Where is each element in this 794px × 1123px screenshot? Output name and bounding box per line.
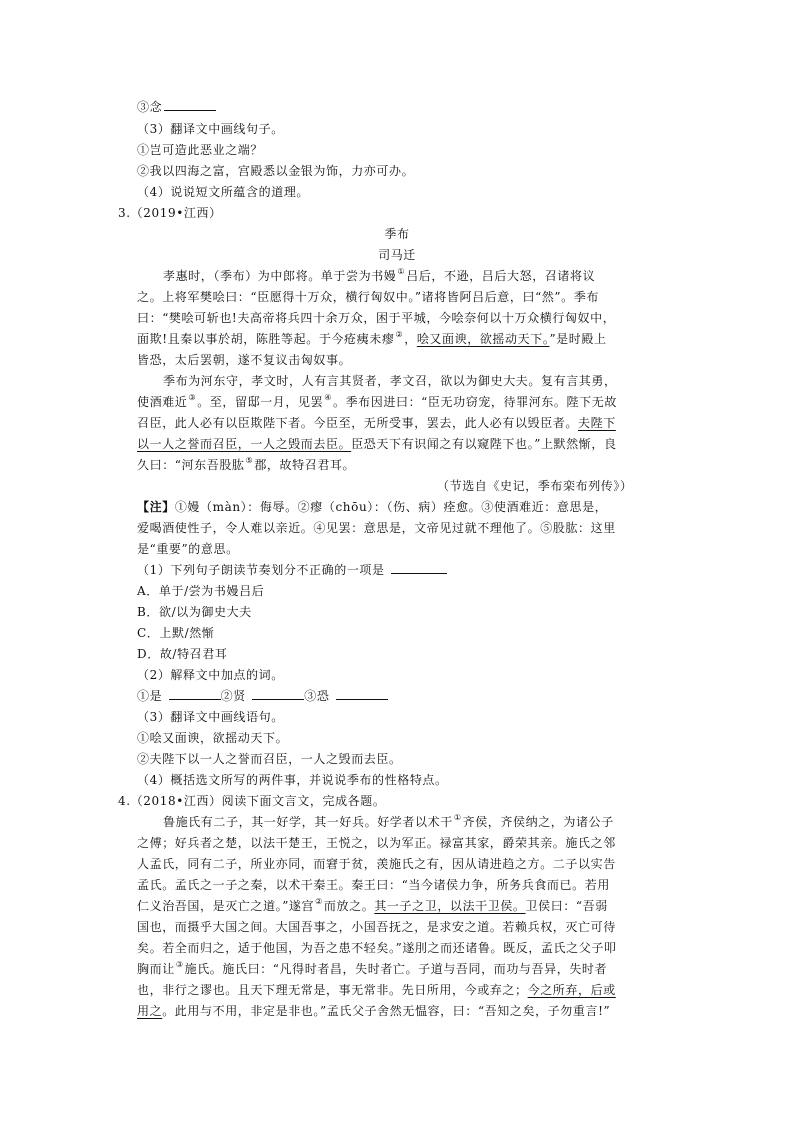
footnote-mark: ③ (188, 393, 197, 402)
option-b: B．欲/以为御史大夫 (137, 605, 252, 619)
underlined-sentence: 以一人之誉而召臣，一人之毁而去臣。 (137, 437, 352, 451)
line-text: 久曰：“河东吾股肱 (137, 458, 245, 472)
question-4-header: 4.（2018•江西）阅读下面文言文，完成各题。 (118, 794, 386, 808)
line-text: 臣恐天下有识闻之有以窥陛下也。”上默然惭，良 (351, 437, 617, 451)
line-text: 使酒难近 (137, 395, 188, 409)
option-c: C．上默/然惭 (137, 626, 215, 640)
passage-line: 矣。若全而归之，适于他国，为吾之患不轻矣。”遂刖之而还诸鲁。既反，孟氏之父子叩 (137, 941, 617, 955)
passage-author: 司马迁 (378, 248, 416, 262)
q3-sub3: （3）翻译文中画线语句。 (137, 710, 284, 724)
q2-sub3: （3）翻译文中画线句子。 (137, 122, 284, 136)
line-text: 郡，故特召君耳。 (254, 458, 356, 472)
passage-line (137, 394, 617, 412)
option-a: A．单于/尝为书嫚吕后 (137, 584, 265, 598)
underlined-sentence: 哙又面谀，欲摇动天下。 (416, 332, 550, 346)
footnote-mark: ② (315, 897, 323, 906)
line-text: 吕后，不逊，吕后大怒，召诸将议 (406, 269, 596, 283)
underlined-sentence: 夫陛下 (578, 416, 616, 430)
annotation-line: 是“重要”的意思。 (137, 542, 239, 556)
passage-line (137, 982, 616, 998)
line-text: ③念 (137, 100, 163, 114)
passage-line (137, 436, 617, 452)
passage-line: 季布为河东守，孝文时，人有言其贤者，孝文召，欲以为御史大夫。复有言其勇， (163, 374, 617, 388)
passage-line (163, 268, 595, 286)
line-text: 胸而让 (137, 962, 175, 976)
footnote-mark: ⑤ (245, 456, 254, 465)
line-text: ， (404, 332, 417, 346)
line-text: ①嫚（màn）：侮辱。②瘳（chōu）：（伤、病）痊愈。③使酒难近：意思是， (174, 500, 608, 514)
passage-line: 皆恐，太后罢朝，遂不复议击匈奴事。 (137, 353, 352, 367)
passage-line (137, 898, 608, 916)
line-text: 。此用与不用，非定是非也。”孟氏父子舍然无愠容，曰：“吾知之矣，子勿重言!” (162, 1004, 611, 1018)
answer-blank (391, 562, 447, 574)
footnote-mark: ② (395, 330, 404, 339)
line-text: 卫侯曰：“吾弱 (525, 899, 608, 913)
answer-blank (336, 688, 388, 700)
passage-line: 曰：“樊哙可斩也!夫高帝将兵四十余万众，困于平城，今哙奈何以十万众横行匈奴中， (137, 311, 616, 325)
passage-line: 人孟氏，同有二子，所业亦同，而窘于贫，羡施氏之有，因从请进趋之方。二子以实告 (137, 857, 616, 871)
q2-sub3-item2: ②我以四海之富，宫殿悉以金银为饰，力亦可办。 (137, 164, 415, 178)
footnote-mark: ④ (324, 393, 332, 402)
question-3-header: 3.（2019•江西） (118, 206, 222, 220)
annotation-line: 爱喝酒使性子，令人难以亲近。④见罢：意思是，文帝见过就不理他了。⑤股肱：这里 (137, 521, 616, 535)
line-text: （1）下列句子朗读节奏划分不正确的一项是 (137, 563, 385, 577)
passage-line (137, 457, 355, 475)
line-text: 仁义治吾国，是灭亡之道。”遂宫 (137, 899, 315, 913)
line-text: ③恐 (304, 689, 330, 703)
line-text: ②贤 (220, 689, 246, 703)
q3-sub2-blanks (137, 688, 388, 704)
line-text: 。至，留邸一月，见罢 (197, 395, 324, 409)
passage-line: 国也，而摄乎大国之间。大国吾事之，小国吾抚之，是求安之道。若赖兵权，灭亡可待 (137, 920, 616, 934)
q2-item-3 (137, 99, 216, 115)
footnote-mark: ① (453, 813, 462, 822)
annotation-line (137, 499, 607, 515)
option-d: D．故/特召君耳 (137, 647, 228, 661)
line-text: 鲁施氏有二子，其一好学，其一好兵。好学者以术干 (163, 815, 453, 829)
passage-line (163, 814, 614, 832)
line-text: 召臣，此人必有以臣欺陛下者。今臣至，无所受事，罢去，此人必有以毁臣者。 (137, 416, 579, 430)
footnote-mark: ③ (175, 960, 184, 969)
answer-blank (169, 688, 221, 700)
line-text: 孝惠时，（季布）为中郎将。单于尝为书嫚 (163, 269, 397, 283)
line-text: 施氏。施氏曰：“凡得时者昌，失时者亡。子道与吾同，而功与吾异，失时者 (184, 962, 608, 976)
q2-sub3-item1: ①岂可造此恶业之端？ (137, 143, 264, 157)
q3-sub2: （2）解释文中加点的词。 (137, 668, 284, 682)
passage-line: 之傅；好兵者之楚，以法干楚王，王悦之，以为军正。禄富其家，爵荣其亲。施氏之邻 (137, 836, 616, 850)
q2-sub4: （4）说说短文所蕴含的道理。 (137, 185, 310, 199)
passage-line (137, 1003, 610, 1019)
q3-sub4: （4）概括选文所写的两件事，并说说季布的性格特点。 (137, 773, 448, 787)
passage-line: 之。上将军樊哙曰：“臣愿得十万众，横行匈奴中。”诸将皆阿吕后意，曰“然”。季布 (137, 290, 599, 304)
passage-line (137, 415, 616, 431)
line-text: 齐侯，齐侯纳之，为诸公子 (462, 815, 614, 829)
q3-sub3-item1: ①哙又面谀，欲摇动天下。 (137, 731, 289, 745)
line-text: 面欺!且秦以事於胡，陈胜等起。于今疮痍未瘳 (137, 332, 395, 346)
answer-blank (252, 688, 304, 700)
line-text: 而放之。 (323, 899, 375, 913)
line-text: 也，非行之谬也。且天下理无常是，事无常非。先日所用，今或弃之； (137, 983, 528, 997)
passage-line: 孟氏。孟氏之一子之秦，以术干秦王。秦王曰：“当今诸侯力争，所务兵食而已。若用 (137, 878, 610, 892)
source-citation: （节选自《史记，季布栾布列传》） (437, 479, 633, 493)
footnote-mark: ① (397, 267, 406, 276)
line-text: ①是 (137, 689, 163, 703)
q3-sub1 (137, 562, 447, 578)
underlined-sentence: 其一子之卫，以法干卫侯。 (374, 899, 526, 913)
underlined-sentence: 今之所弃，后或 (527, 983, 616, 997)
line-text: 。季布因进曰：“臣无功窃宠，待罪河东。陛下无故 (332, 395, 617, 409)
passage-title: 季布 (384, 227, 410, 241)
underlined-sentence: 用之 (137, 1004, 163, 1018)
passage-line (137, 961, 607, 979)
line-text: ”是时殿上 (549, 332, 607, 346)
q3-sub3-item2: ②夫陛下以一人之誉而召臣，一人之毁而去臣。 (137, 752, 402, 766)
passage-line (137, 331, 607, 349)
answer-blank (164, 99, 216, 111)
annotation-label: 【注】 (137, 500, 175, 514)
